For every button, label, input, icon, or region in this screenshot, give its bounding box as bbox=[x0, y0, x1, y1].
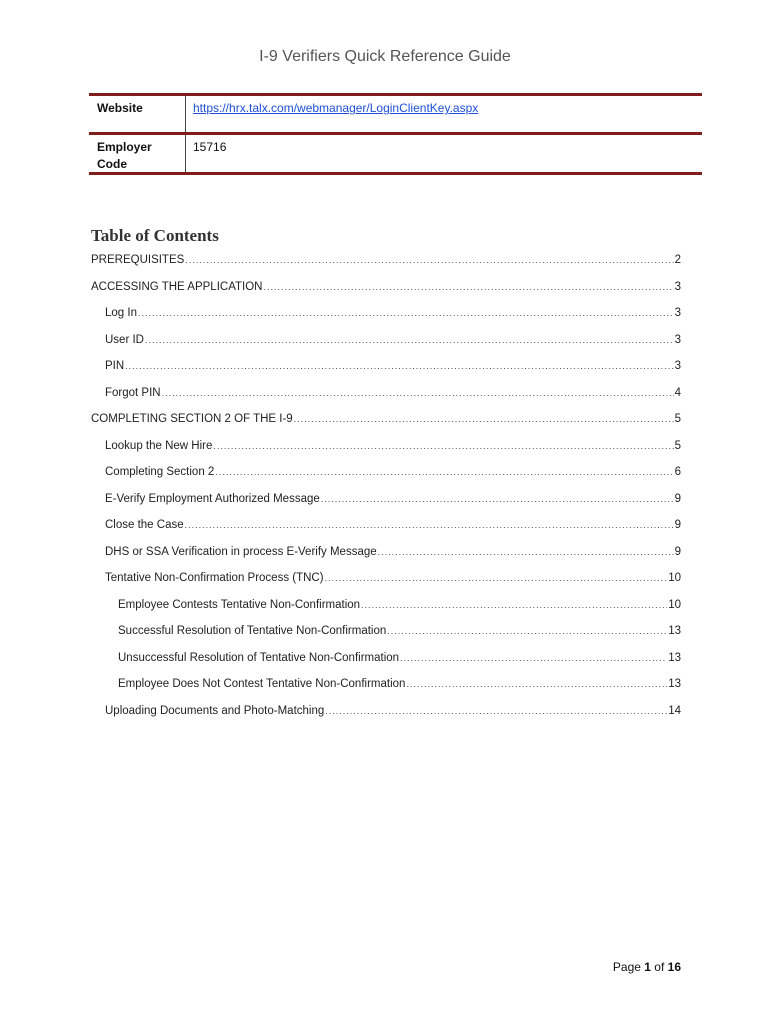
toc-entry-page: 5 bbox=[674, 439, 681, 452]
page-prefix: Page bbox=[612, 960, 645, 974]
toc-entry-page: 13 bbox=[668, 625, 681, 637]
toc-entry-page: 10 bbox=[668, 572, 681, 584]
toc-dot-leader bbox=[378, 539, 674, 566]
toc-entry-page: 9 bbox=[674, 492, 681, 505]
toc-entry-title: DHS or SSA Verification in process E-Verify Message bbox=[105, 545, 377, 558]
toc-entry-page: 3 bbox=[674, 360, 681, 372]
toc-entry-title: Employee Contests Tentative Non-Confirmation bbox=[118, 598, 361, 611]
employer-code-label bbox=[97, 139, 152, 173]
toc-heading: Table of Contents bbox=[91, 226, 219, 245]
toc-entry[interactable] bbox=[91, 618, 681, 645]
info-row-website bbox=[89, 93, 702, 132]
toc-entry-title: User ID bbox=[105, 333, 144, 346]
page-of: of bbox=[650, 960, 668, 974]
toc-entry-title: PIN bbox=[105, 360, 125, 372]
toc-entry-page: 5 bbox=[674, 413, 681, 425]
toc-entry[interactable] bbox=[91, 539, 681, 566]
toc-entry[interactable] bbox=[91, 565, 681, 592]
toc-entry-title: Forgot PIN bbox=[105, 386, 161, 399]
toc-entry[interactable] bbox=[91, 486, 681, 513]
toc-entry[interactable] bbox=[91, 353, 681, 380]
toc-dot-leader bbox=[294, 406, 674, 433]
toc-entry-title: Successful Resolution of Tentative Non-Confirmation bbox=[118, 625, 387, 637]
toc-dot-leader bbox=[138, 300, 674, 327]
toc-entry-page: 9 bbox=[674, 545, 681, 558]
toc-entry[interactable] bbox=[91, 671, 681, 698]
employer-code-label-line1: Employer bbox=[97, 140, 152, 154]
toc-entry-page: 13 bbox=[668, 651, 681, 664]
toc-entry[interactable] bbox=[91, 645, 681, 672]
toc-entry-title: E-Verify Employment Authorized Message bbox=[105, 492, 320, 505]
toc-entry-page: 2 bbox=[674, 254, 681, 266]
toc-dot-leader bbox=[400, 645, 667, 672]
toc-dot-leader bbox=[125, 353, 673, 380]
toc-dot-leader bbox=[361, 592, 667, 619]
website-label: Website bbox=[97, 101, 143, 115]
toc-entry[interactable] bbox=[91, 274, 681, 301]
toc-entry-title: PREREQUISITES bbox=[91, 254, 185, 266]
toc-dot-leader bbox=[213, 433, 673, 460]
toc-entry-title: Close the Case bbox=[105, 519, 184, 531]
toc-entry[interactable] bbox=[91, 459, 681, 486]
toc-entry-title: Log In bbox=[105, 307, 137, 319]
toc-dot-leader bbox=[387, 618, 667, 645]
toc-entry[interactable] bbox=[91, 300, 681, 327]
toc-dot-leader bbox=[185, 247, 673, 274]
employer-code-label-line2: Code bbox=[97, 157, 127, 171]
toc-entry[interactable] bbox=[91, 380, 681, 407]
toc-entry-title: Lookup the New Hire bbox=[105, 439, 213, 452]
toc-entry-title: ACCESSING THE APPLICATION bbox=[91, 280, 263, 293]
employer-code-value: 15716 bbox=[193, 140, 227, 154]
toc-entry[interactable] bbox=[91, 247, 681, 274]
toc-entry[interactable] bbox=[91, 592, 681, 619]
toc-entry-title: Unsuccessful Resolution of Tentative Non-Confirmation bbox=[118, 651, 400, 664]
toc-dot-leader bbox=[325, 698, 667, 725]
toc-entry-title: COMPLETING SECTION 2 OF THE I-9 bbox=[91, 413, 293, 425]
page-total: 16 bbox=[667, 960, 681, 974]
website-link[interactable]: https://hrx.talx.com/webmanager/LoginClientKey.aspx bbox=[193, 101, 479, 115]
toc-entry-title: Tentative Non-Confirmation Process (TNC) bbox=[105, 572, 324, 584]
toc-entry-title: Uploading Documents and Photo-Matching bbox=[105, 704, 325, 717]
toc-entry-page: 13 bbox=[668, 678, 681, 690]
toc-entry-title: Completing Section 2 bbox=[105, 466, 215, 478]
toc-entry-page: 14 bbox=[668, 704, 681, 717]
toc-dot-leader bbox=[321, 486, 674, 513]
toc-entry[interactable] bbox=[91, 327, 681, 354]
toc-dot-leader bbox=[215, 459, 673, 486]
info-row-employer-code bbox=[89, 132, 702, 175]
column-divider bbox=[185, 135, 186, 172]
info-table bbox=[89, 93, 702, 175]
toc-dot-leader bbox=[325, 565, 668, 592]
toc-dot-leader bbox=[406, 671, 667, 698]
toc-entry-page: 4 bbox=[674, 386, 681, 399]
toc-entry-page: 9 bbox=[674, 519, 681, 531]
toc-dot-leader bbox=[263, 274, 673, 301]
table-of-contents bbox=[91, 247, 681, 724]
toc-entry[interactable] bbox=[91, 406, 681, 433]
toc-entry-page: 6 bbox=[674, 466, 681, 478]
page-number bbox=[613, 960, 681, 974]
document-title: I-9 Verifiers Quick Reference Guide bbox=[259, 48, 511, 65]
toc-entry[interactable] bbox=[91, 698, 681, 725]
toc-entry[interactable] bbox=[91, 512, 681, 539]
toc-dot-leader bbox=[162, 380, 674, 407]
toc-dot-leader bbox=[185, 512, 674, 539]
toc-dot-leader bbox=[145, 327, 674, 354]
toc-entry-page: 3 bbox=[674, 307, 681, 319]
toc-entry-page: 3 bbox=[674, 333, 681, 346]
toc-entry-page: 3 bbox=[674, 280, 681, 293]
column-divider bbox=[185, 96, 186, 132]
toc-entry-page: 10 bbox=[668, 598, 681, 611]
toc-entry-title: Employee Does Not Contest Tentative Non-Confirmation bbox=[118, 678, 406, 690]
toc-entry[interactable] bbox=[91, 433, 681, 460]
page-current: 1 bbox=[644, 960, 651, 974]
